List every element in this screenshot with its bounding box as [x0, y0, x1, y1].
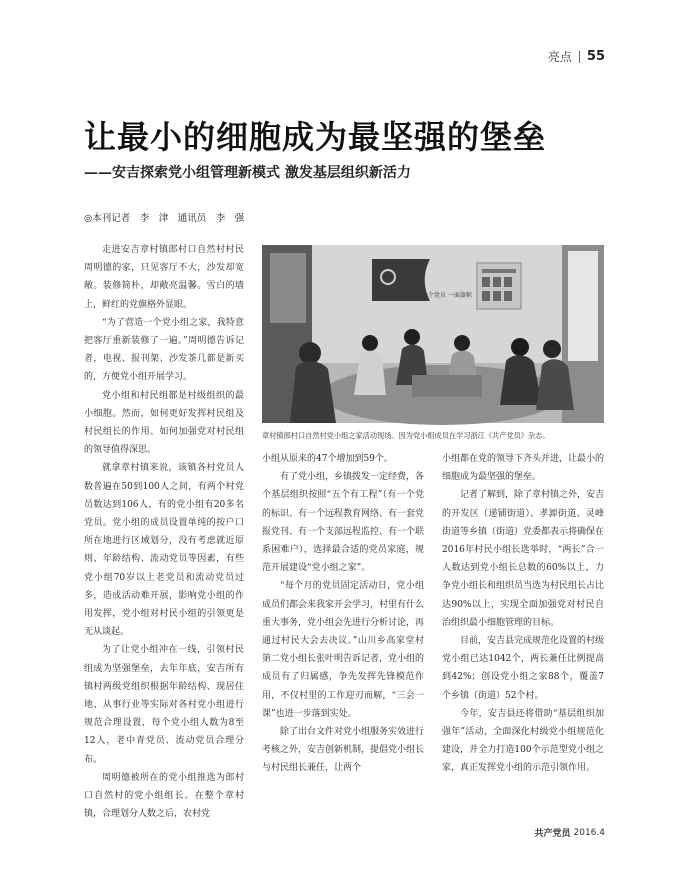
- paragraph: 有了党小组，乡镇拨发一定经费，各个基层组织按照“五个有工程”（有一个党的标识、有一个远程教育网络、有一套党报党刊、有一个支部远程监控、有一个联系困难户），选择最合适的党员家庭，规范开展建设“党小组之家”。: [262, 472, 425, 574]
- paragraph: 党小组和村民组都是村级组织的最小细胞。然而，如何更好发挥村民组及村民组长的作用、如何加强党对村民组的领导值得深思。: [84, 390, 244, 456]
- paragraph: 就拿章村镇来说，该镇各村党员人数普遍在50到100人之间，有两个村党员数达到106人，有的党小组有20多名党员。党小组的成员设置单纯的按户口所在地进行区域划分，没有考虑就近原则、年龄结构、流动党员等因素，有些党小组70岁以上老党员和流动党员过多，造成活动难开展，影响党小组的作用发挥，党小组对村民小组的引领更是无从谈起。: [84, 463, 244, 638]
- paragraph: 记者了解到，除了章村镇之外，安吉的开发区（递铺街道）、孝源街道、灵峰街道等乡镇（街道）党委都表示将确保在2016年村民小组长选举时，“两长”合一人数达到党小组长总数的60%以上，力争党小组长和组织员当选为村民组长占比达90%以上，实现全面加强党对村民自治组织最小细胞管理的目标。: [442, 490, 605, 628]
- article-subtitle: ——安吉探索党小组管理新模式 激发基层组织新活力: [84, 165, 411, 181]
- wall-slogan: 一个党员 一面旗帜: [422, 292, 472, 299]
- running-header: [548, 48, 605, 65]
- paragraph: “为了营造一个党小组之家，我特意把客厅重新装修了一遍。”周明德告诉记者，电视、报刊架、沙发茶几都是新买的，方便党小组开展学习。: [84, 317, 244, 383]
- text-column-3: [442, 450, 604, 800]
- paragraph: 为了让党小组冲在一线，引领村民组成为坚强堡垒，去年年底，安吉所有镇村两级党组织根据年龄结构、现居住地、从事行业等实际对各村党小组进行规范合理设置，每个党小组人数为8至12人，老中青党员、流动党员合理分布。: [84, 645, 244, 765]
- paragraph: “每个月的党员固定活动日，党小组成员们都会来我家开会学习，村里有什么重大事务，党小组会先进行分析讨论，再通过村民大会去决议。”山川乡高家堂村第二党小组长张叶明告诉记者，党小组的成员有了归属感，争先发挥先锋模范作用，不仅村里的工作迎刃而解，“三会一课”也进一步落到实处。: [262, 581, 425, 719]
- paragraph: 小组从原来的47个增加到59个。: [262, 454, 393, 464]
- paragraph: 走进安吉章村镇郎村口自然村村民周明德的家，只见客厅不大，沙发却宽敞。装修简朴，却敞亮温馨。雪白的墙上，鲜红的党旗格外显眼。: [84, 245, 244, 310]
- magazine-name: 共产党员: [534, 829, 571, 839]
- section-label: 亮点: [547, 50, 572, 64]
- article-byline: ◎本刊记者 李 津 通讯员 李 强: [84, 213, 245, 224]
- article-title: 让最小的细胞成为最坚强的堡垒: [84, 118, 547, 156]
- issue-number: 2016.4: [573, 827, 605, 838]
- photo-caption: 章村镇郎村口自然村党小组之家活动现场。因为党小组成员在学习浙江《共产党员》杂志。: [262, 431, 550, 440]
- page-number: 55: [586, 49, 605, 64]
- article-photo: [262, 245, 604, 423]
- page-footer: [534, 826, 605, 839]
- paragraph: 除了出台文件对党小组服务实效进行考核之外，安吉创新机制，提倡党小组长与村民组长兼任，让两个: [262, 727, 425, 774]
- text-column-1: [84, 241, 244, 820]
- paragraph: 周明德被所在的党小组推选为郎村口自然村的党小组组长。在整个章村镇，合理划分人数之后，农村党: [84, 772, 244, 820]
- text-column-2: [262, 450, 424, 800]
- header-divider: [579, 51, 580, 63]
- paragraph: 目前，安吉县完成规范化设置的村级党小组已达1042个，两长兼任比例提高到42%；创设党小组之家88个，覆盖7个乡镇（街道）52个村。: [442, 636, 605, 701]
- paragraph: 小组都在党的领导下齐头并进，让最小的细胞成为最坚强的堡垒。: [442, 454, 605, 483]
- paragraph: 今年，安吉县还将借助“基层组织加强年”活动，全面深化村级党小组规范化建设，并全力打造100个示范型党小组之家，真正发挥党小组的示范引领作用。: [442, 708, 604, 774]
